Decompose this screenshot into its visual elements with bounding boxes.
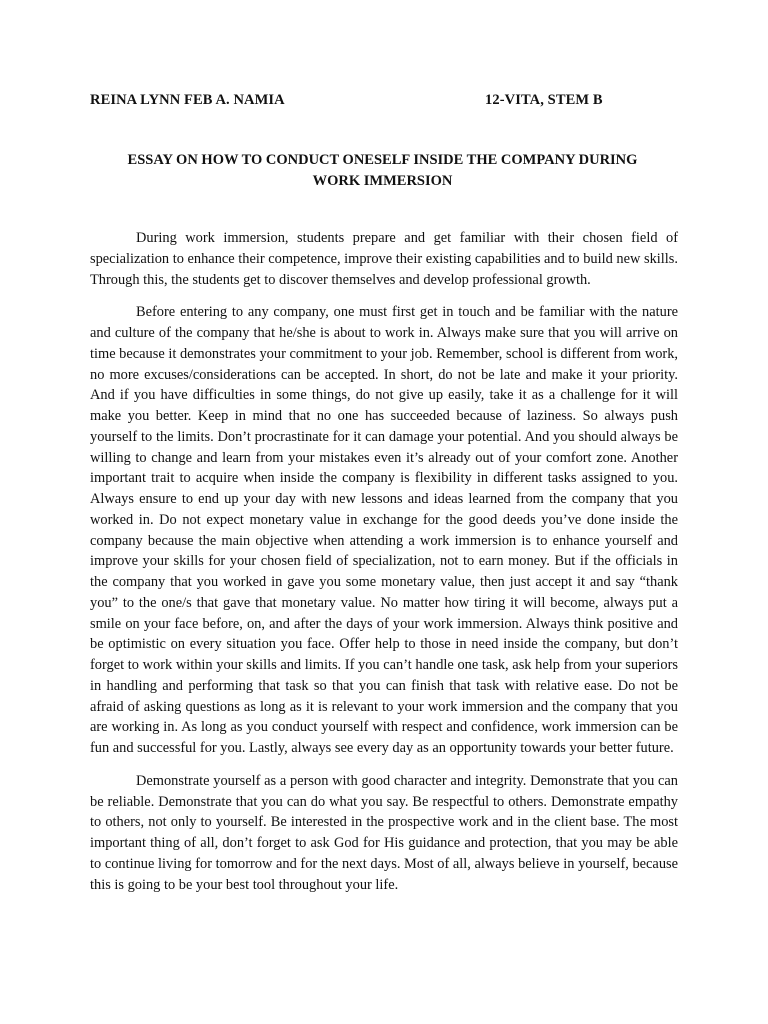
- essay-paragraph-3: Demonstrate yourself as a person with good character and integrity. Demonstrate that you can be reliable. Demonstrate that you can do what you say. Be respectful to others. Demonstrate empathy to others, not only to yourself. Be interested in the prospective work and in the client base. The most important thing of all, don’t forget to ask God for His guidance and protection, that you may be able to continue living for tomorrow and for the next days. Most of all, always believe in yourself, because this is going to be your best tool throughout your life.: [90, 772, 678, 893]
- essay-paragraph-1: During work immersion, students prepare and get familiar with their chosen field of specialization to enhance their competence, improve their existing capabilities and to build new skills. Through this, the students get to discover themselves and develop professional growth.: [90, 230, 678, 288]
- essay-paragraph-2: Before entering to any company, one must first get in touch and be familiar with the nature and culture of the company that he/she is about to work in. Always make sure that you will arrive on time because it demonstrates your commitment to your job. Remember, school is different from work, no more excuses/considerations can be accepted. In short, do not be late and make it your priority. And if you have difficulties in some things, do not give up easily, take it as a challenge for it will make you better. Keep in mind that no one has succeeded because of laziness. So always push yourself to the limits. Don’t procrastinate for it can damage your potential. And you should always be willing to change and learn from your mistakes even it’s already out of your comfort zone. Another important trait to acquire when inside the company is flexibility in different tasks assigned to you. Always ensure to end up your day with new lessons and ideas learned from the company that you worked in. Do not expect monetary value in exchange for the good deeds you’ve done inside the company because the main objective when attending a work immersion is to enhance yourself and improve your skills for your chosen field of specialization, not to earn money. But if the officials in the company that you worked in gave you some monetary value, then just accept it and say “thank you” to the one/s that gave that monetary value. No matter how tiring it will become, always put a smile on your face before, on, and after the days of your work immersion. Always think positive and be optimistic on every situation you face. Offer help to those in need inside the company, but don’t forget to work within your skills and limits. If you can’t handle one task, ask help from your superiors in handling and performing that task so that you can finish that task with relative ease. Do not be afraid of asking questions as long as it is relevant to your work immersion and the company that you are working in. As long as you conduct yourself with respect and confidence, work immersion can be fun and successful for you. Lastly, always see every day as an opportunity towards your better future.: [90, 304, 678, 756]
- essay-body: [90, 228, 678, 907]
- essay-title-line-1: ESSAY ON HOW TO CONDUCT ONESELF INSIDE THE COMPANY DURING: [127, 152, 638, 168]
- essay-title: [110, 150, 655, 192]
- student-name: REINA LYNN FEB A. NAMIA: [90, 92, 285, 108]
- essay-title-line-2: WORK IMMERSION: [312, 173, 453, 189]
- grade-section: 12-VITA, STEM B: [485, 92, 603, 108]
